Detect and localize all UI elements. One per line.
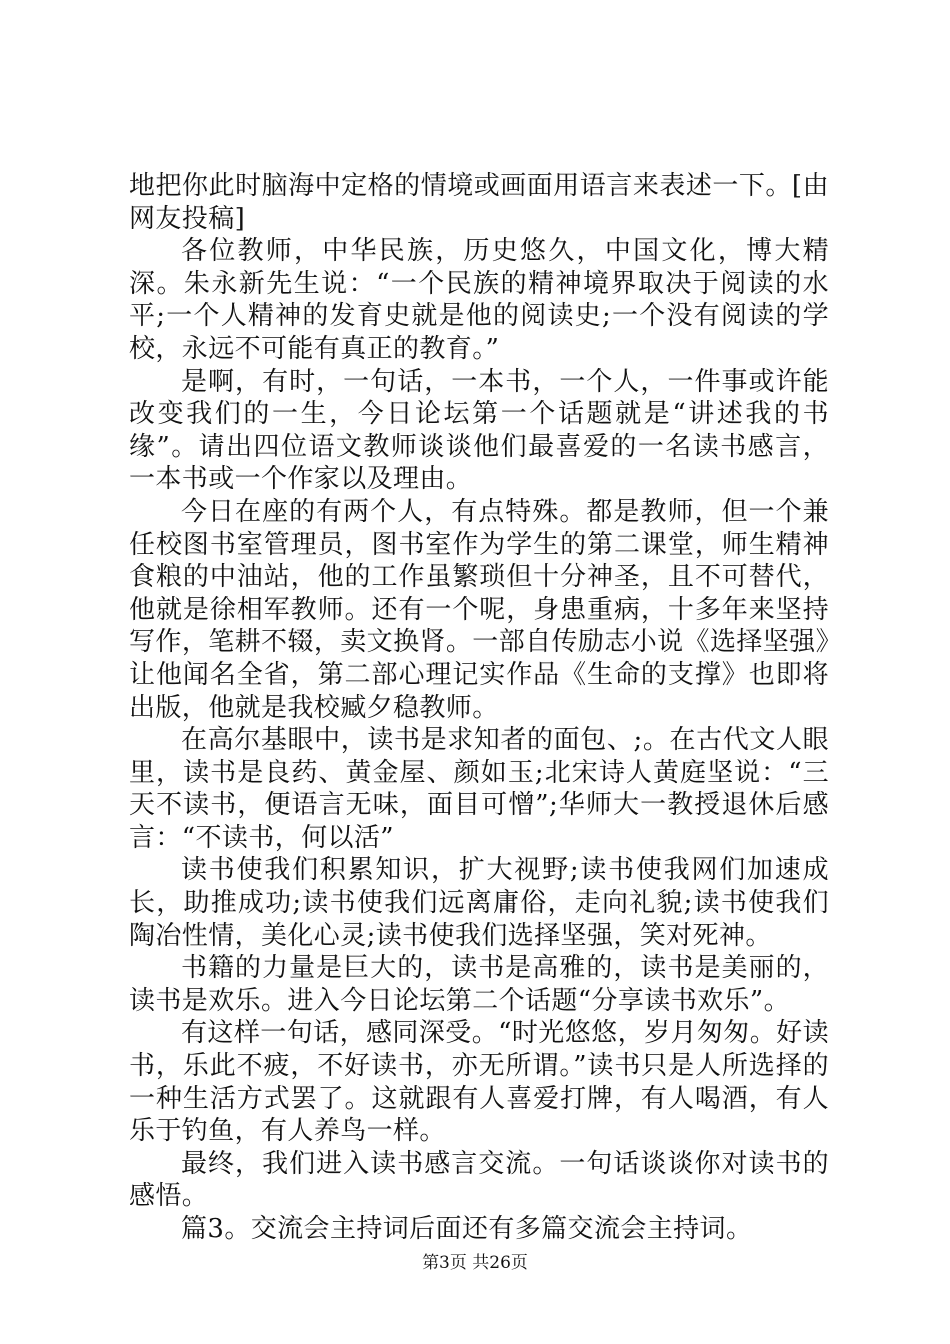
paragraph-reading-benefits: 读书使我们积累知识，扩大视野;读书使我网们加速成长，助推成功;读书使我们远离庸俗，走向礼貌;读书使我们陶冶性情，美化心灵;读书使我们选择坚强，笑对死神。: [129, 855, 829, 951]
paragraph-continuation: 地把你此时脑海中定格的情境或画面用语言来表述一下。[由网友投稿]: [129, 171, 829, 234]
document-body: [129, 170, 829, 1246]
paragraph-special-guests: 今日在座的有两个人，有点特殊。都是教师，但一个兼任校图书室管理员，图书室作为学生的第二课堂，师生精神食粮的中油站，他的工作虽繁琐但十分神圣，且不可替代，他就是徐相军教师。还有一个呢，身患重病，十多年来坚持写作，笔耕不辍，卖文换肾。一部自传励志小说《选择坚强》让他闻名全省，第二部心理记实作品《生命的支撑》也即将出版，他就是我校臧夕稳教师。: [129, 496, 829, 723]
paragraph-final-exchange: 最终，我们进入读书感言交流。一句话谈谈你对读书的感悟。: [129, 1148, 829, 1212]
paragraph-opening-remarks: 各位教师，中华民族，历史悠久，中国文化，博大精深。朱永新先生说：“一个民族的精神境界取决于阅读的水平;一个人精神的发育史就是他的阅读史;一个没有阅读的学校，永远不可能有真正的教育。”: [129, 236, 829, 364]
paragraph-next-article: 篇3。交流会主持词后面还有多篇交流会主持词。: [181, 1214, 753, 1244]
paragraph-saying: 有这样一句话，感同深受。“时光悠悠，岁月匆匆。好读书，乐此不疲，不好读书，亦无所谓。”读书只是人所选择的一种生活方式罢了。这就跟有人喜爱打牌，有人喝酒，有人乐于钓鱼，有人养鸟一样。: [129, 1018, 829, 1147]
paragraph-reading-quotes: 在高尔基眼中，读书是求知者的面包、;。在古代文人眼里，读书是良药、黄金屋、颜如玉;北宋诗人黄庭坚说：“三天不读书，便语言无味，面目可憎”;华师大一教授退休后感言：“不读书，何以活”: [129, 725, 829, 853]
paragraph-first-topic: 是啊，有时，一句话，一本书，一个人，一件事或许能改变我们的一生，今日论坛第一个话题就是“讲述我的书缘”。请出四位语文教师谈谈他们最喜爱的一名读书感言，一本书或一个作家以及理由。: [129, 366, 829, 495]
page-footer: 第3页 共26页: [422, 1253, 528, 1273]
paragraph-second-topic: 书籍的力量是巨大的，读书是高雅的，读书是美丽的，读书是欢乐。进入今日论坛第二个话题“分享读书欢乐”。: [129, 953, 829, 1016]
